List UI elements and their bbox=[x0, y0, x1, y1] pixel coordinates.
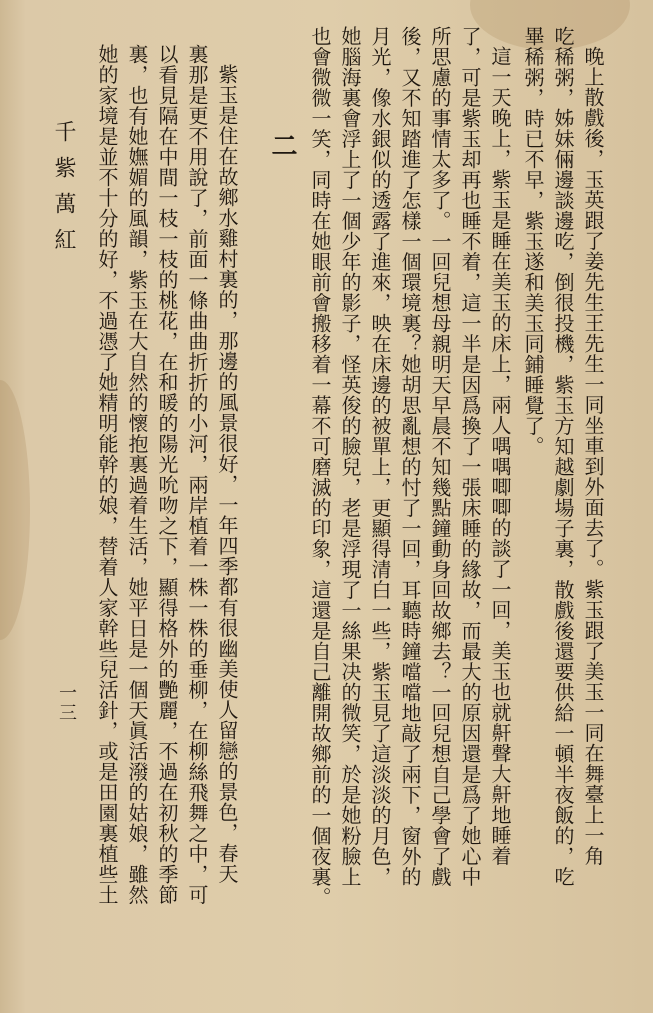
section-heading: 二 bbox=[267, 132, 297, 158]
text-column: 所思慮的事情太多了。一回兒想母親明天早晨不知幾點鐘動身回故鄉去？一回兒想自己學會了戲 bbox=[428, 26, 452, 887]
text-column: 了，可是紫玉却再也睡不着，這一半是因爲換了一張床睡的緣故，而最大的原因還是爲了她心中 bbox=[458, 26, 482, 887]
text-column: 這一天晚上，紫玉是睡在美玉的床上，兩人喁喁唧唧的談了一回，美玉也就鼾聲大鼾地睡着 bbox=[488, 46, 512, 866]
text-column: 畢稀粥，時已不早，紫玉遂和美玉同鋪睡覺了。 bbox=[521, 26, 545, 457]
paper-stain bbox=[0, 380, 30, 640]
text-column: 月光，像水銀似的透露了進來，映在床邊的被單上，更顯得清白一些，紫玉見了這淡淡的月色， bbox=[368, 26, 392, 887]
text-column: 裏，也有她嫵媚的風韻，紫玉在大自然的懷抱裏過着生活，她平日是一個天眞活潑的姑娘，雖然 bbox=[125, 44, 149, 905]
text-column: 吃稀粥，姊妹倆邊談邊吃，倒很投機，紫玉方知越劇場子裏，散戲後還要供給一頓半夜飯的，吃 bbox=[551, 26, 575, 887]
text-column: 裏那是更不用說了，前面一條曲曲折折的小河，兩岸植着一株一株的垂柳，在柳絲飛舞之中，可 bbox=[185, 44, 209, 905]
text-column: 晚上散戲後，玉英跟了姜先生王先生一同坐車到外面去了。紫玉跟了美玉一同在舞臺上一角 bbox=[581, 46, 605, 866]
text-column: 她的家境是並不十分的好，不過憑了她精明能幹的娘，替着人家幹些兒活針，或是田園裏植些土 bbox=[95, 44, 119, 905]
text-column: 後，又不知踏進了怎樣一個環境裏？她胡思亂想的忖了一回，耳聽時鐘噹噹地敲了兩下，窗外的 bbox=[398, 26, 422, 887]
running-title: 千紫萬紅 bbox=[51, 120, 76, 264]
paper-stain bbox=[470, 0, 630, 50]
text-column: 她腦海裏會浮上了一個少年的影子，怪英俊的臉兒，老是浮現了一絲果决的微笑，於是她粉臉上 bbox=[338, 26, 362, 887]
page-number: 一三 bbox=[56, 683, 77, 723]
text-column: 以看見隔在中間一枝一枝的桃花，在和暖的陽光吮吻之下，顯得格外的艷麗，不過在初秋的季節 bbox=[155, 44, 179, 905]
text-column: 也會微微一笑，同時在她眼前會搬移着一幕不可磨滅的印象，這還是自己離開故鄉前的一個夜裏。 bbox=[308, 26, 332, 908]
text-column: 紫玉是住在故鄉水雞村裏的，那邊的風景很好，一年四季都有很幽美使人留戀的景色，春天 bbox=[215, 64, 239, 884]
